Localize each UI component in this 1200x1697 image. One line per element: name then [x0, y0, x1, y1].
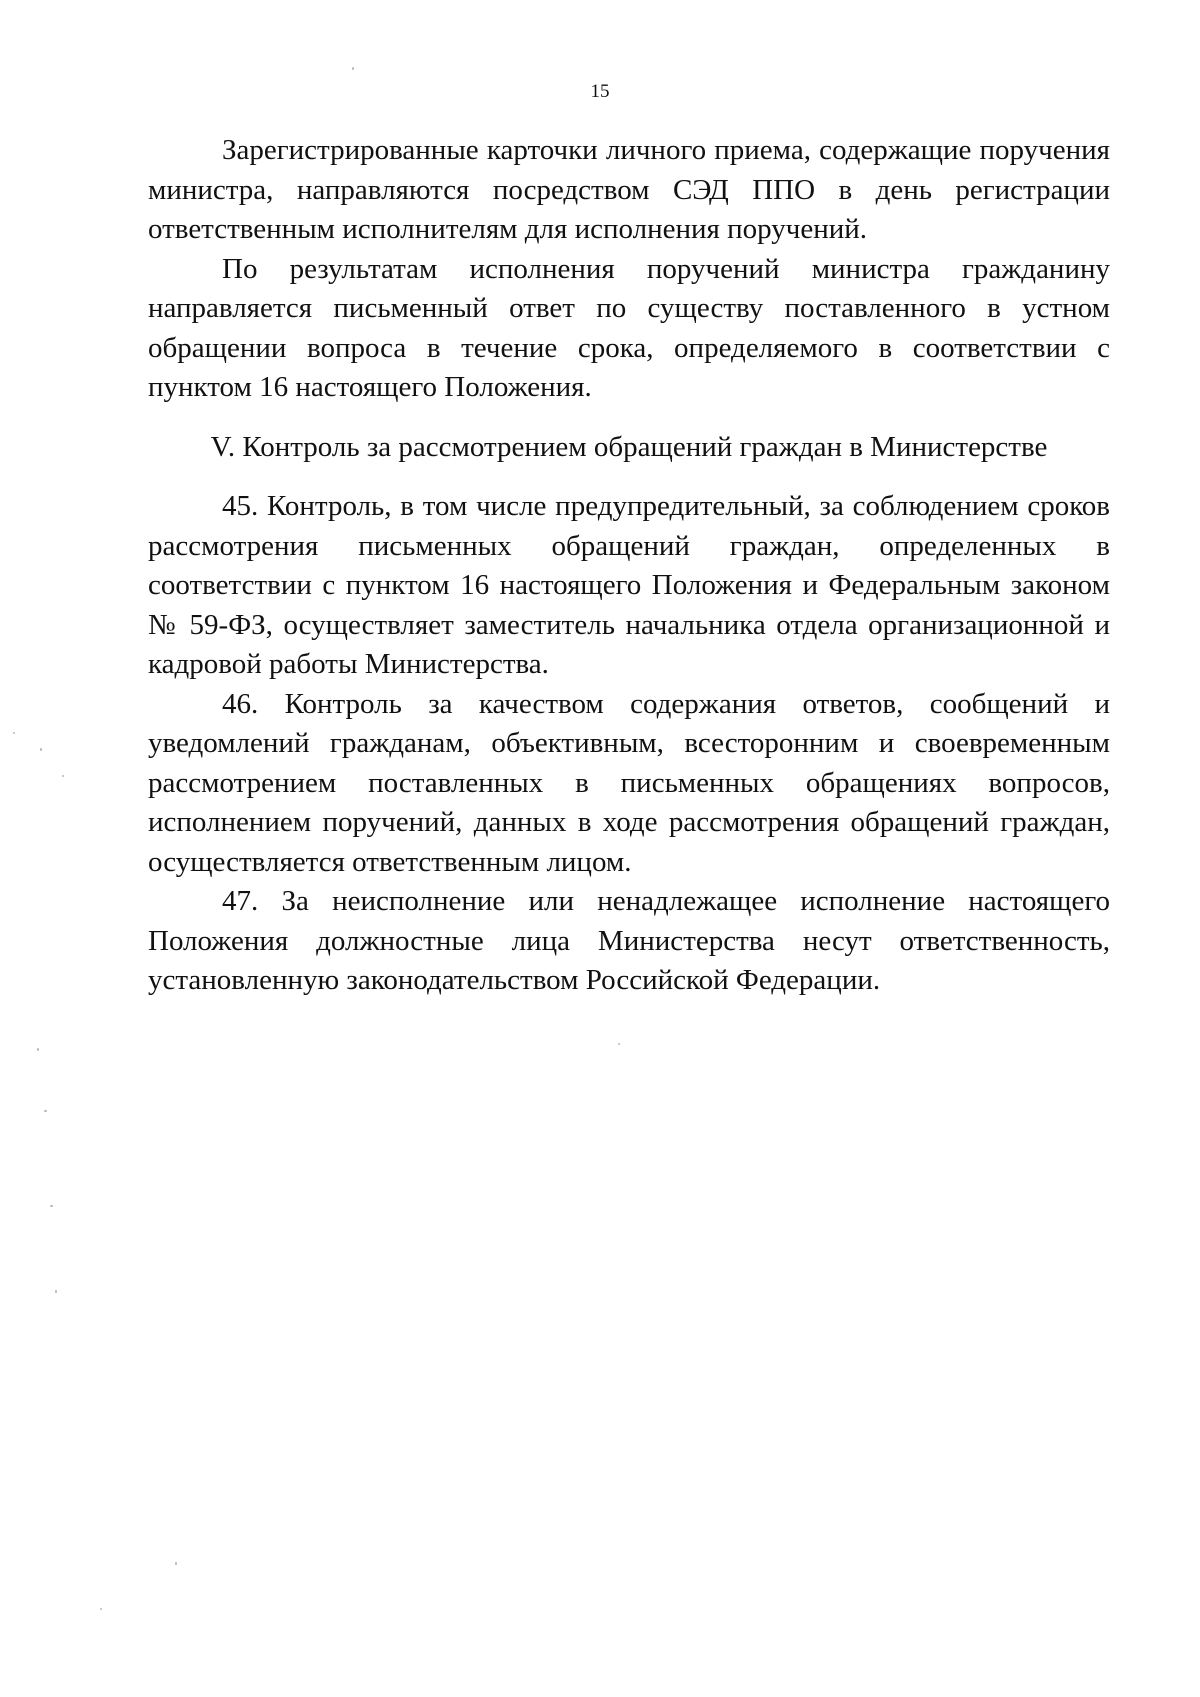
scan-speck: [175, 1562, 177, 1565]
page-number: 15: [590, 81, 610, 102]
scan-speck: [100, 1608, 102, 1610]
paragraph-item-47: 47. За неисполнение или ненадлежащее исполнение настоящего Положения должностные лица Министерства несут ответственность, установленную законодательством Российской Федерации.: [148, 885, 1110, 996]
paragraph-registered-cards: Зарегистрированные карточки личного приема, содержащие поручения министра, направляются посредством СЭД ППО в день регистрации ответственным исполнителям для исполнения поручений.: [148, 134, 1110, 245]
paragraph-item-46: 46. Контроль за качеством содержания ответов, сообщений и уведомлений гражданам, объективным, всесторонним и своевременным рассмотрением поставленных в письменных обращениях вопросов, исполнением поручений, данных в ходе рассмотрения обращений граждан, осуществляется ответственным лицом.: [148, 687, 1110, 878]
scan-speck: [55, 1290, 57, 1293]
scan-speck: [62, 775, 64, 777]
scan-speck: [352, 67, 354, 70]
scan-speck: [13, 732, 15, 734]
paragraph-written-response: По результатам исполнения поручений министра гражданину направляется письменный ответ по существу поставленного в устном обращении вопроса в течение срока, определяемого в соответствии с пунктом 16 настоящего Положения.: [148, 252, 1110, 403]
section-heading: V. Контроль за рассмотрением обращений граждан в Министерстве: [210, 430, 1048, 463]
paragraph-item-45: 45. Контроль, в том числе предупредительный, за соблюдением сроков рассмотрения письменных обращений граждан, определенных в соответствии с пунктом 16 настоящего Положения и Федеральным законом № 59-ФЗ, осуществляет заместитель начальника отдела организационной и кадровой работы Министерства.: [148, 490, 1110, 680]
scan-speck: [618, 1043, 620, 1045]
scan-speck: [40, 748, 42, 751]
scan-speck: [50, 1205, 53, 1207]
document-body: [148, 131, 1110, 1001]
scan-speck: [37, 1048, 39, 1051]
scan-speck: [44, 1110, 47, 1112]
